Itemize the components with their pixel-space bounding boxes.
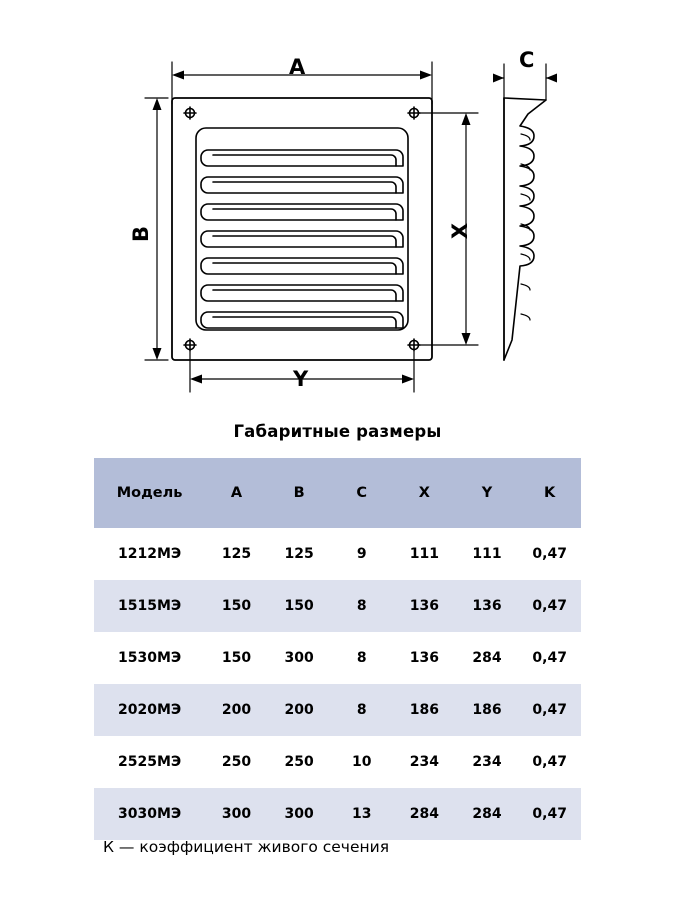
table-footnote: К — коэффициент живого сечения	[103, 838, 390, 856]
column-header-x: X	[393, 458, 456, 528]
cell-k: 0,47	[518, 580, 581, 632]
cell-b: 300	[268, 632, 331, 684]
grille-inner-face	[196, 128, 408, 330]
dimensions-table	[94, 458, 581, 840]
cell-y: 234	[456, 736, 519, 788]
cell-b: 250	[268, 736, 331, 788]
dimension-label-C: C	[519, 48, 535, 72]
cell-model: 2020МЭ	[94, 684, 205, 736]
cell-model: 1212МЭ	[94, 528, 205, 580]
cell-y: 284	[456, 788, 519, 840]
column-header-model: Модель	[94, 458, 205, 528]
cell-c: 9	[330, 528, 393, 580]
cell-x: 284	[393, 788, 456, 840]
dimension-label-A: A	[289, 55, 306, 79]
cell-y: 284	[456, 632, 519, 684]
cell-a: 300	[205, 788, 268, 840]
cell-model: 2525МЭ	[94, 736, 205, 788]
cell-b: 200	[268, 684, 331, 736]
dimension-label-B	[129, 222, 154, 246]
cell-c: 8	[330, 684, 393, 736]
grille-outer-plate	[172, 98, 432, 360]
cell-model: 1515МЭ	[94, 580, 205, 632]
cell-b: 150	[268, 580, 331, 632]
grille-technical-drawing	[0, 0, 675, 420]
side-profile-view	[504, 98, 546, 360]
cell-x: 234	[393, 736, 456, 788]
cell-a: 150	[205, 632, 268, 684]
table-header-row	[94, 458, 581, 528]
cell-a: 125	[205, 528, 268, 580]
column-header-y: Y	[456, 458, 519, 528]
cell-c: 13	[330, 788, 393, 840]
cell-x: 136	[393, 632, 456, 684]
cell-y: 111	[456, 528, 519, 580]
table-row	[94, 632, 581, 684]
table-row	[94, 684, 581, 736]
cell-k: 0,47	[518, 788, 581, 840]
table-body	[94, 528, 581, 840]
louver-slats	[201, 150, 403, 328]
cell-y: 136	[456, 580, 519, 632]
table-row	[94, 736, 581, 788]
cell-a: 150	[205, 580, 268, 632]
dimension-label-X-text: X	[448, 222, 473, 240]
dimension-label-Y: Y	[293, 367, 309, 391]
cell-b: 300	[268, 788, 331, 840]
cell-b: 125	[268, 528, 331, 580]
table-row	[94, 788, 581, 840]
dimension-label-X	[448, 219, 473, 243]
cell-c: 10	[330, 736, 393, 788]
cell-c: 8	[330, 580, 393, 632]
dimension-label-B-text: B	[129, 225, 154, 243]
cell-model: 1530МЭ	[94, 632, 205, 684]
table-title: Габаритные размеры	[233, 422, 442, 441]
column-header-b: B	[268, 458, 331, 528]
cell-model: 3030МЭ	[94, 788, 205, 840]
cell-k: 0,47	[518, 684, 581, 736]
table-row	[94, 580, 581, 632]
cell-k: 0,47	[518, 528, 581, 580]
cell-k: 0,47	[518, 632, 581, 684]
column-header-k: K	[518, 458, 581, 528]
cell-a: 250	[205, 736, 268, 788]
column-header-c: C	[330, 458, 393, 528]
column-header-a: A	[205, 458, 268, 528]
cell-c: 8	[330, 632, 393, 684]
cell-x: 186	[393, 684, 456, 736]
table-header	[94, 458, 581, 528]
cell-a: 200	[205, 684, 268, 736]
table-row	[94, 528, 581, 580]
cell-x: 111	[393, 528, 456, 580]
cell-k: 0,47	[518, 736, 581, 788]
cell-x: 136	[393, 580, 456, 632]
cell-y: 186	[456, 684, 519, 736]
